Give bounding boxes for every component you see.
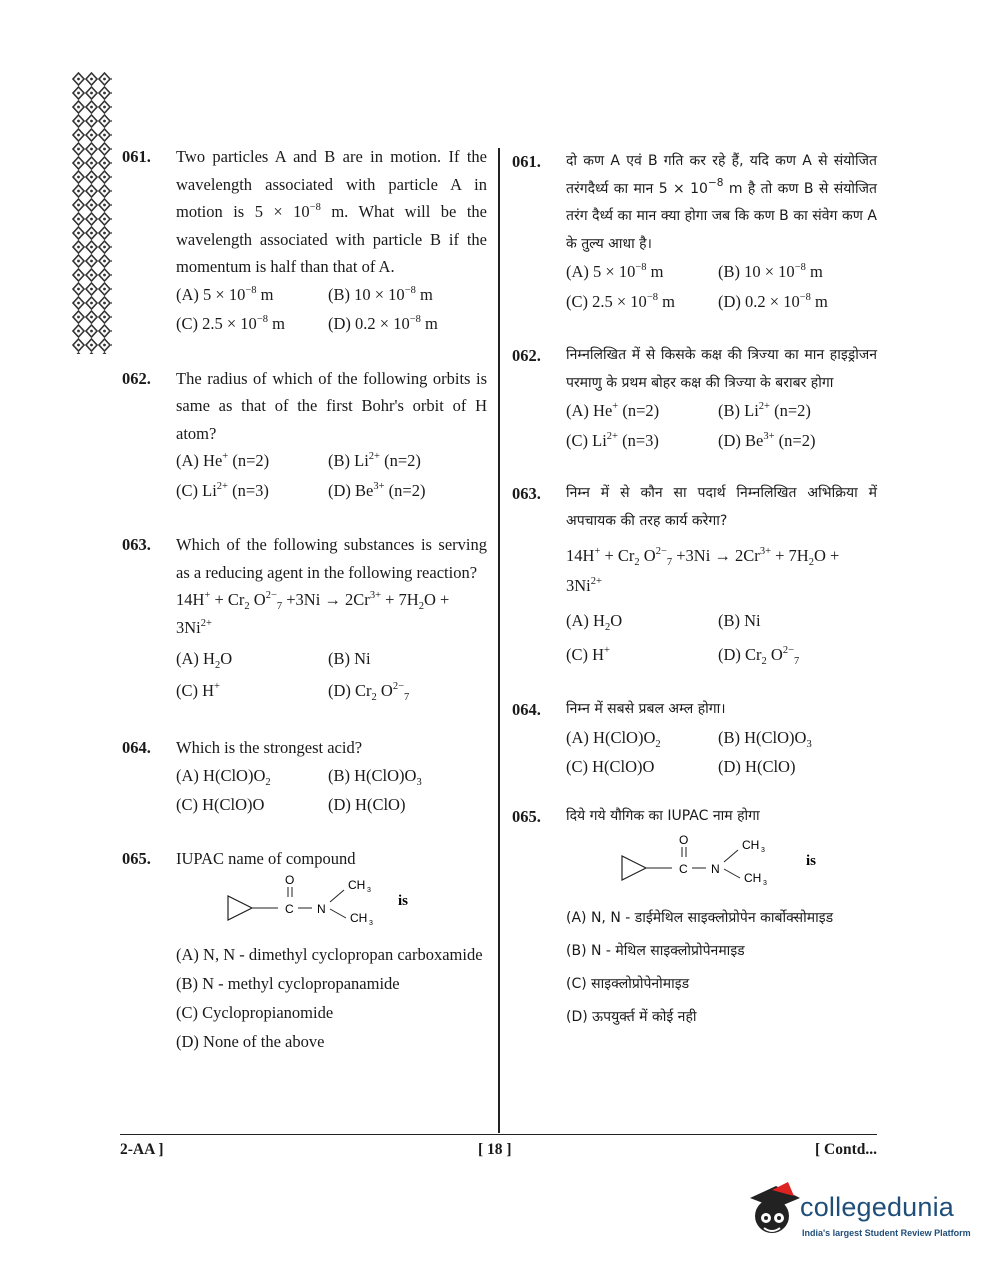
options	[176, 940, 487, 1056]
option-a[interactable]: (A) $H(ClO)O_2$	[176, 765, 271, 788]
svg-text:CH: CH	[350, 911, 368, 925]
question-number: 062.	[122, 368, 151, 388]
compound-structure	[176, 872, 487, 936]
svg-text:C: C	[679, 862, 688, 876]
svg-text:CH: CH	[348, 878, 366, 892]
question-number: 061.	[512, 152, 541, 171]
question-text: IUPAC name of compound	[176, 848, 356, 868]
question-63-hi	[512, 480, 877, 668]
option-c[interactable]: (C) साइक्लोप्रोपेनोमाइड	[566, 976, 690, 992]
option-c[interactable]: (C) H+	[176, 680, 220, 700]
question-number: 064.	[512, 700, 541, 719]
question-61-en	[122, 143, 487, 338]
option-d[interactable]: (D) $0.2 \times 10^{-8}$ m	[328, 314, 438, 333]
svg-text:is: is	[806, 853, 817, 869]
option-d[interactable]: (D) $Cr_2$ $O^{2-}_7$	[328, 680, 410, 703]
reaction-equation: $14H^+ + Cr_2$ $O^{2-}_7 +3Ni \to 2Cr^{3+} + 7H_2O$ + $3Ni^{2+}$	[566, 546, 840, 595]
option-b[interactable]: (B) Ni	[328, 649, 371, 668]
question-number: 062.	[512, 346, 541, 365]
option-c[interactable]: (C) Cyclopropianomide	[176, 1003, 334, 1022]
decorative-border-pattern	[72, 72, 112, 354]
options	[566, 607, 877, 668]
option-b[interactable]: (B) $H(ClO)O_3$	[718, 727, 812, 750]
question-text: निम्न में से कौन सा पदार्थ निम्नलिखित अभिक्रिया में अपचायक की तरह कार्य करेगा?	[566, 485, 877, 529]
svg-text:3: 3	[369, 920, 373, 927]
reaction-equation: $14H^+ + Cr_2$ $O^{2-}_7 +3Ni \to 2Cr^{3+} + 7H_2O$ + $3Ni^{2+}$	[176, 590, 450, 637]
option-c[interactable]: (C) H(ClO)O	[176, 795, 265, 814]
option-c[interactable]: (C) $Li^{2+}$ (n=3)	[566, 430, 659, 450]
options	[566, 724, 877, 781]
svg-text:O: O	[285, 873, 295, 887]
question-text: निम्नलिखित में से किसके कक्ष की त्रिज्या का मान हाइड्रोजन परमाणु के प्रथम बोहर कक्ष की त्रिज्या के बराबर होगा	[566, 347, 877, 391]
option-d[interactable]: (D) $0.2 \times 10^{-8}$ m	[718, 291, 828, 311]
collegedunia-logo	[742, 1178, 972, 1258]
compound-structure	[566, 830, 877, 894]
option-c[interactable]: (C) $2.5 \times 10^{-8}$ m	[566, 291, 675, 311]
question-text: दो कण A एवं B गति कर रहे हैं, यदि कण A से संयोजित तरंगदैर्ध्य का मान $5 \times 10^{-8}$ m है तो कण B से संयोजित तरंग दैर्ध्य का मान क्या होगा जब कि कण B का संवेग कण A के तुल्य आधा है।	[566, 153, 877, 252]
svg-text:C: C	[285, 902, 294, 916]
page-number: [ 18 ]	[478, 1141, 512, 1158]
question-number: 061.	[122, 147, 151, 166]
option-d[interactable]: (D) H(ClO)	[328, 795, 406, 814]
question-number: 064.	[122, 738, 151, 757]
options	[176, 645, 487, 704]
option-b[interactable]: (B) $10 \times 10^{-8}$ m	[718, 262, 823, 281]
option-d[interactable]: (D) H(ClO)	[718, 757, 796, 776]
question-number: 063.	[122, 535, 151, 554]
option-a[interactable]: (A) $5 \times 10^{-8}$ m	[176, 284, 274, 304]
option-a[interactable]: (A) He+ (n=2)	[176, 451, 270, 470]
option-c[interactable]: (C) H+	[566, 644, 610, 664]
option-b[interactable]: (B) $H(ClO)O_3$	[328, 765, 422, 788]
svg-text:O: O	[679, 833, 689, 847]
question-number: 065.	[512, 806, 541, 826]
option-a[interactable]: (A) $H_2O$	[176, 649, 233, 671]
question-61-hi	[512, 148, 877, 315]
question-65-hi	[512, 803, 877, 1035]
option-b[interactable]: (B) N - methyl cyclopropanamide	[176, 974, 400, 993]
page-footer	[120, 1134, 877, 1158]
option-d[interactable]: (D) None of the above	[176, 1032, 325, 1051]
question-text: The radius of which of the following orbits is same as that of the first Bohr's orbit of H atom?	[176, 368, 487, 443]
english-column	[122, 143, 487, 1056]
brand-name: collegedunia	[800, 1192, 955, 1222]
option-d[interactable]: (D) ऊपयुर्क्त में कोई नही	[566, 1009, 697, 1025]
option-a[interactable]: (A) $5 \times 10^{-8}$ m	[566, 262, 664, 281]
option-b[interactable]: (B) $10 \times 10^{-8}$ m	[328, 284, 433, 304]
question-65-en	[122, 845, 487, 1057]
svg-text:N: N	[711, 862, 720, 876]
option-b[interactable]: (B) Ni	[718, 611, 761, 630]
question-text: Which is the strongest acid?	[176, 738, 363, 757]
question-64-hi	[512, 696, 877, 781]
option-a[interactable]: (A) N, N - dimethyl cyclopropan carboxamide	[176, 945, 483, 964]
question-63-en	[122, 531, 487, 704]
question-text: दिये गये यौगिक का IUPAC नाम होगा	[566, 807, 760, 824]
question-62-en	[122, 365, 487, 505]
options	[566, 397, 877, 454]
option-a[interactable]: (A) N, N - डाईमेथिल साइक्लोप्रोपेन कार्बोक्सोमाइड	[566, 910, 834, 926]
question-number: 065.	[122, 848, 151, 868]
option-c[interactable]: (C) $2.5 \times 10^{-8}$ m	[176, 314, 285, 333]
option-b[interactable]: (B) $Li^{2+}$ (n=2)	[328, 451, 421, 470]
question-number: 063.	[512, 484, 541, 503]
option-b[interactable]: (B) N - मेथिल साइक्लोप्रोपेनमाइड	[566, 943, 745, 959]
svg-text:CH: CH	[744, 871, 762, 885]
svg-text:N: N	[317, 902, 326, 916]
question-text: Which of the following substances is serving as a reducing agent in the following reaction?	[176, 535, 487, 582]
option-a[interactable]: (A) He+ (n=2)	[566, 401, 660, 420]
option-c[interactable]: (C) $Li^{2+}$ (n=3)	[176, 480, 269, 500]
column-divider	[498, 148, 500, 1133]
options	[176, 762, 487, 819]
question-64-en	[122, 734, 487, 819]
options	[176, 281, 487, 338]
question-text: निम्न में सबसे प्रबल अम्ल होगा।	[566, 701, 726, 717]
svg-text:3: 3	[367, 887, 371, 894]
option-d[interactable]: (D) $Be^{3+}$ (n=2)	[718, 430, 816, 450]
structure-diagram	[176, 872, 416, 936]
svg-text:3: 3	[761, 847, 765, 854]
options	[176, 447, 487, 504]
options	[566, 258, 877, 315]
continued-label: [ Contd...	[814, 1141, 877, 1158]
svg-text:3: 3	[763, 880, 767, 887]
structure-diagram	[566, 830, 836, 894]
option-a[interactable]: (A) $H(ClO)O_2$	[566, 727, 661, 750]
paper-code: 2-AA ]	[120, 1141, 164, 1158]
svg-text:is: is	[398, 893, 409, 909]
mascot-icon	[742, 1178, 802, 1248]
option-d[interactable]: (D) $Cr_2$ $O^{2-}_7$	[718, 644, 800, 667]
option-c[interactable]: (C) H(ClO)O	[566, 757, 655, 776]
svg-text:CH: CH	[742, 838, 760, 852]
option-b[interactable]: (B) $Li^{2+}$ (n=2)	[718, 401, 811, 420]
hindi-column	[512, 148, 877, 1034]
options	[566, 902, 877, 1034]
option-d[interactable]: (D) $Be^{3+}$ (n=2)	[328, 480, 426, 500]
option-a[interactable]: (A) $H_2O$	[566, 611, 623, 633]
brand-tagline: India's largest Student Review Platform	[802, 1228, 971, 1238]
question-62-hi	[512, 342, 877, 454]
question-text: Two particles A and B are in motion. If the wavelength associated with particle A in motion is $5 \times 10^{-8}$ m. What will be the wavelength associated with particle B if the momentum is half than that of A.	[176, 147, 487, 276]
